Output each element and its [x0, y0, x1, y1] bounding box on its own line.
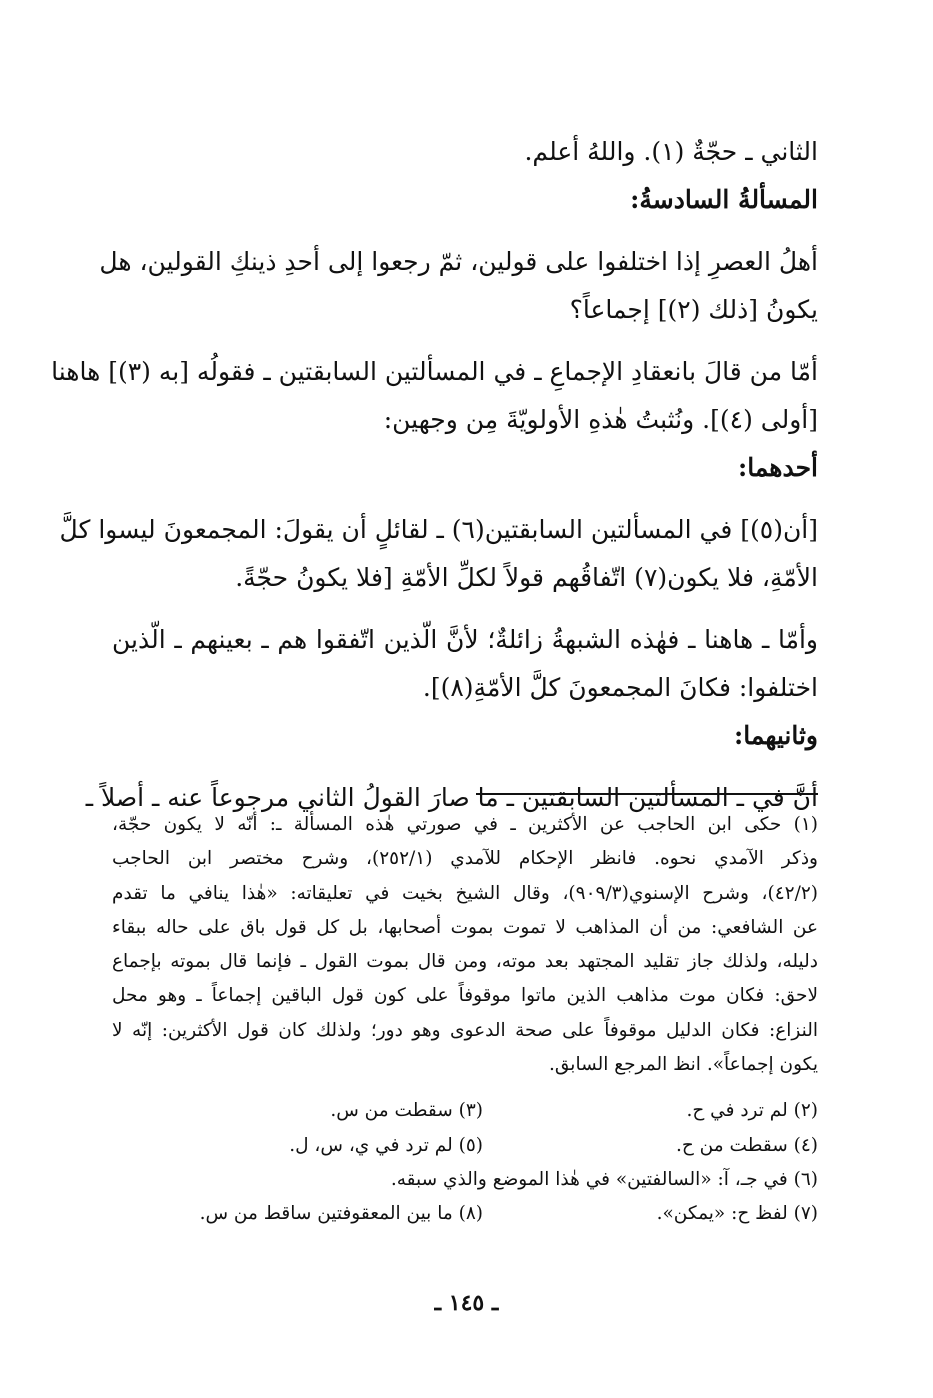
footnote-line: (٤٢/٢)، وشرح الإسنوي(٩٠٩/٣)، وقال الشيخ بخيت في تعليقاته: «هٰذا ينافي ما تقدم: [112, 882, 818, 904]
text-line: اختلفوا: فكانَ المجمعونَ كلَّ الأمّةِ(٨)].: [422, 673, 818, 702]
text-line: أهلُ العصرِ إذا اختلفوا على قولين، ثمّ رجعوا إلى أحدِ ذينكِ القولين، هل: [99, 247, 818, 276]
footnote-row: [112, 1163, 818, 1197]
footnote-8: (٨) ما بين المعقوفتين ساقط من س.: [199, 1203, 483, 1225]
footnote-grid: [112, 1094, 818, 1231]
page-number: ـ ١٤٥ ـ: [434, 1290, 499, 1316]
text-line: [أن(٥)] في المسألتين السابقتين(٦) ـ لقائلٍ أن يقولَ: المجمعونَ ليسوا كلَّ: [59, 515, 818, 544]
paragraph: [99, 238, 818, 334]
paragraph: [59, 506, 818, 602]
footnote-2: (٢) لم ترد في ح.: [686, 1100, 818, 1122]
footnote-3: (٣) سقطت من س.: [330, 1100, 483, 1122]
footnote-line: وذكر الآمدي نحوه. فانظر الإحكام للآمدي (٢٥٢/١)، وشرح مختصر ابن الحاجب: [112, 848, 818, 870]
footnote-6: (٦) في جـ، آ: «السالفتين» في هٰذا الموضع والذي سبقه.: [390, 1168, 818, 1190]
main-text: [51, 128, 818, 822]
footnote-row: [112, 1197, 818, 1231]
text-line: الثاني ـ حجّةٌ (١). واللهُ أعلم.: [524, 137, 818, 166]
text-line: أنَّ في ـ المسألتين السابقتين ـ ما صارَ القولُ الثاني مرجوعاً عنه ـ أصلاً ـ: [85, 783, 818, 812]
text-line: [أولى (٤)]. ونُثبتُ هٰذهِ الأولويّةَ مِن وجهين:: [383, 405, 818, 434]
section-heading: المسألةُ السادسةُ:: [630, 185, 818, 214]
footnote-row: [112, 1094, 818, 1128]
footnote-line: عن الشافعي: من أن المذاهب لا تموت بموت أصحابها، بل كل قول باق على حاله ببقاء: [112, 916, 818, 938]
footnote-line: يكون إجماعاً». انظ المرجع السابق.: [549, 1054, 818, 1076]
footnote-row: [112, 1129, 818, 1163]
footnote-line: (١) حكى ابن الحاجب عن الأكثرين ـ في صورتي هٰذه المسألة ـ: أنّه لا يكون حجّة،: [112, 814, 818, 835]
text-line: أمّا من قالَ بانعقادِ الإجماعِ ـ في المسألتين السابقتين ـ فقولُه [به (٣)] هاهنا: [51, 357, 818, 386]
footnotes: [112, 808, 818, 1232]
subsection-heading: وثانيهما:: [734, 721, 818, 750]
footnote-line: لاحق: فكان موت مذاهب الذين ماتوا موقوفاً على كون قول الباقين إجماعاً ـ وهو محل: [112, 985, 818, 1007]
footnote-line: النزاع: فكان الدليل موقوفاً على صحة الدعوى وهو دور؛ ولذلك كان قول الأكثرين: إنّه لا: [112, 1019, 818, 1041]
footnote-divider: [476, 793, 818, 795]
footnote-5: (٥) لم ترد في ي، س، ل.: [289, 1134, 483, 1156]
text-line: الأمّةِ، فلا يكون(٧) اتّفاقُهم قولاً لكلِّ الأمّةِ [فلا يكونُ حجّةً.: [235, 563, 818, 592]
footnote-7: (٧) لفظ ح: «يمكن».: [656, 1203, 818, 1225]
text-line: يكونُ [ذلك (٢)] إجماعاً؟: [569, 295, 818, 324]
paragraph: [51, 348, 818, 444]
paragraph: [112, 616, 818, 712]
footnote-line: دليله، ولذلك جاز تقليد المجتهد بعد موته، ومن قال بموت القول ـ فإنما قال بموته بإجماع: [112, 951, 818, 973]
footnote-4: (٤) سقطت من ح.: [675, 1134, 818, 1156]
subsection-heading: أحدهما:: [737, 453, 818, 482]
text-line: وأمّا ـ هاهنا ـ فهٰذه الشبهةُ زائلةٌ؛ لأنَّ الّذين اتّفقوا هم ـ بعينهم ـ الّذين: [112, 625, 818, 654]
